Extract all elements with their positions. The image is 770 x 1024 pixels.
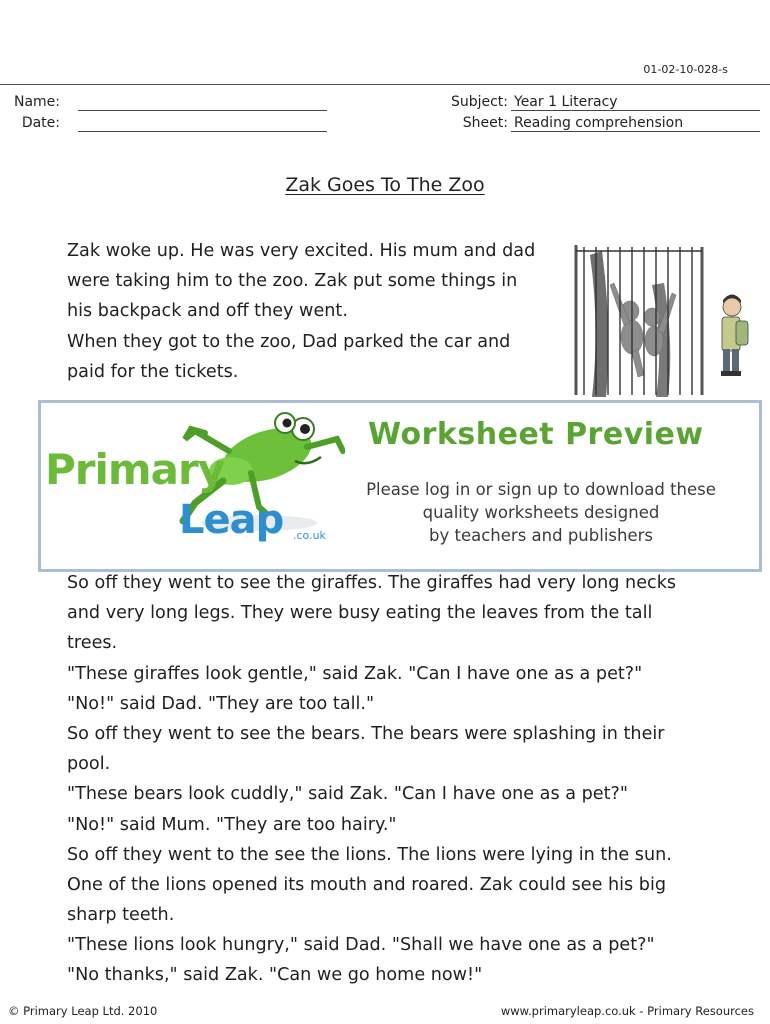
logo-leap-text: Leap xyxy=(179,497,284,543)
header-rule xyxy=(0,84,770,85)
story-line: When they got to the zoo, Dad parked the car and xyxy=(67,331,511,352)
sheet-value: Reading comprehension xyxy=(514,115,684,131)
name-line xyxy=(78,110,327,111)
preview-title: Worksheet Preview xyxy=(368,417,704,452)
boy xyxy=(721,295,748,377)
sheet-label: Sheet: xyxy=(462,115,508,131)
preview-line: by teachers and publishers xyxy=(429,526,653,545)
name-label: Name: xyxy=(13,94,60,110)
story-line: So off they went to see the bears. The bears were splashing in their xyxy=(67,723,665,744)
subject-value: Year 1 Literacy xyxy=(514,94,618,110)
story-line: "These giraffes look gentle," said Zak. "Can I have one as a pet?" xyxy=(67,663,643,684)
date-line xyxy=(78,131,327,132)
story-line: "These bears look cuddly," said Zak. "Can I have one as a pet?" xyxy=(67,784,628,805)
logo-domain-text: .co.uk xyxy=(293,529,326,542)
preview-line: quality worksheets designed xyxy=(422,503,660,522)
name-field xyxy=(12,92,317,112)
worksheet-preview-banner xyxy=(38,400,762,572)
story-line: "No thanks," said Zak. "Can we go home now!" xyxy=(67,965,483,986)
footer-copyright: © Primary Leap Ltd. 2010 xyxy=(8,1004,158,1018)
story-line: sharp teeth. xyxy=(67,905,175,926)
story-line: One of the lions opened its mouth and roared. Zak could see his big xyxy=(67,874,667,895)
footer-site-link[interactable]: www.primaryleap.co.uk - Primary Resources xyxy=(500,1004,754,1018)
story-line: paid for the tickets. xyxy=(67,361,239,382)
subject-field xyxy=(446,92,762,112)
story-line: "These lions look hungry," said Dad. "Shall we have one as a pet?" xyxy=(67,935,655,956)
story-line: So off they went to the see the lions. The lions were lying in the sun. xyxy=(67,844,672,865)
story-line: trees. xyxy=(67,633,118,654)
story-line: were taking him to the zoo. Zak put some things in xyxy=(67,271,518,292)
story-line: "No!" said Dad. "They are too tall." xyxy=(67,693,375,714)
story-line: So off they went to see the giraffes. The giraffes had very long necks xyxy=(67,573,677,593)
zoo-illustration xyxy=(572,245,752,400)
story-top xyxy=(67,236,535,387)
date-field xyxy=(12,113,317,133)
story-line: "No!" said Mum. "They are too hairy." xyxy=(67,814,397,835)
preview-message xyxy=(341,478,741,547)
logo-primary-text: Primary xyxy=(45,445,225,494)
preview-line: Please log in or sign up to download these xyxy=(366,480,716,499)
story-line: pool. xyxy=(67,754,111,775)
worksheet-code: 01-02-10-028-s xyxy=(643,63,728,76)
story-title: Zak Goes To The Zoo xyxy=(285,174,485,196)
story-line: and very long legs. They were busy eating the leaves from the tall xyxy=(67,603,653,624)
subject-label: Subject: xyxy=(450,94,508,110)
story-line: Zak woke up. He was very excited. His mum and dad xyxy=(67,241,536,261)
story-line: his backpack and off they went. xyxy=(67,301,348,322)
sheet-field xyxy=(446,113,762,133)
story-bottom xyxy=(67,568,676,991)
date-label: Date: xyxy=(21,115,60,131)
